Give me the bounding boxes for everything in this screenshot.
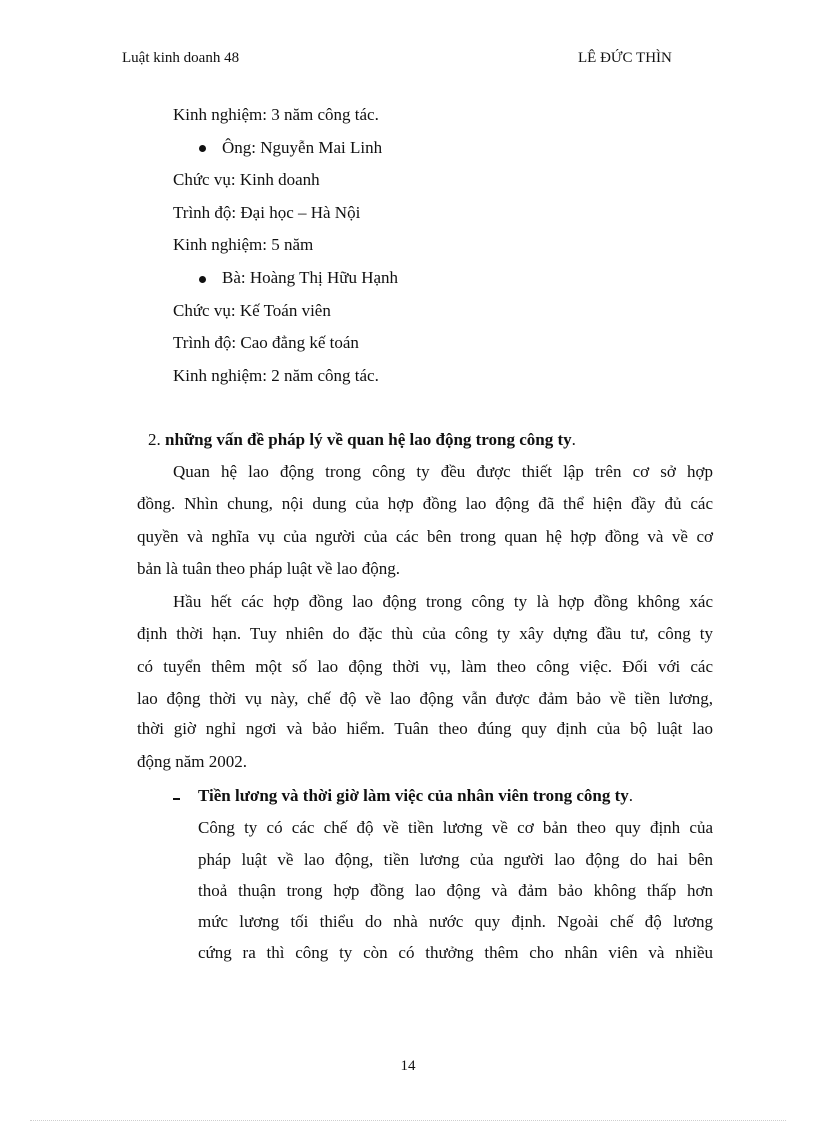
paragraph-line: định thời hạn. Tuy nhiên do đặc thù của công ty xây dựng đầu tư, công ty	[137, 624, 713, 643]
staff-line: Chức vụ: Kế Toán viên	[173, 301, 331, 320]
paragraph-line: Hầu hết các hợp đồng lao động trong công ty là hợp đồng không xác	[173, 592, 713, 611]
staff-line: Trình độ: Đại học – Hà Nội	[173, 203, 361, 222]
paragraph-line: Công ty có các chế độ về tiền lương về cơ bản theo quy định của	[198, 818, 713, 837]
paragraph-line: mức lương tối thiểu do nhà nước quy định. Ngoài chế độ lương	[198, 912, 713, 931]
subsection-title: Tiền lương và thời giờ làm việc của nhân viên trong công ty	[198, 786, 629, 805]
paragraph-line: lao động thời vụ này, chế độ về lao động vẫn được đảm bảo về tiền lương,	[137, 689, 713, 708]
section-number: 2.	[148, 430, 161, 449]
paragraph-line: Quan hệ lao động trong công ty đều được thiết lập trên cơ sở hợp	[173, 462, 713, 481]
paragraph-line: quyền và nghĩa vụ của người của các bên trong quan hệ hợp đồng và về cơ	[137, 527, 713, 546]
paragraph-line: động năm 2002.	[137, 752, 248, 771]
paragraph-line: cứng ra thì công ty còn có thưởng thêm cho nhân viên và nhiều	[198, 943, 713, 962]
header-course-title: Luật kinh doanh 48	[122, 50, 240, 66]
page-number: 14	[400, 1058, 416, 1074]
bullet-icon	[199, 276, 206, 283]
staff-line: Kinh nghiệm: 2 năm công tác.	[173, 366, 379, 385]
staff-line: Chức vụ: Kinh doanh	[173, 170, 320, 189]
paragraph-line: có tuyển thêm một số lao động thời vụ, làm theo công việc. Đối với các	[137, 657, 713, 676]
paragraph-line: đồng. Nhìn chung, nội dung của hợp đồng lao động đã thể hiện đầy đủ các	[137, 494, 713, 513]
staff-name: Bà: Hoàng Thị Hữu Hạnh	[222, 268, 399, 287]
bullet-icon	[199, 145, 206, 152]
staff-line: Kinh nghiệm: 3 năm công tác.	[173, 105, 379, 124]
page-bottom-divider	[30, 1120, 786, 1121]
header-author: LÊ ĐỨC THÌN	[578, 50, 672, 66]
paragraph-line: bản là tuân theo pháp luật về lao động.	[137, 559, 400, 578]
section-title: những vấn đề pháp lý về quan hệ lao động trong công ty	[165, 430, 572, 449]
staff-line: Kinh nghiệm: 5 năm	[173, 235, 314, 254]
dash-bullet-icon	[173, 798, 180, 800]
staff-line: Trình độ: Cao đẳng kế toán	[173, 333, 359, 352]
section-heading	[148, 430, 576, 450]
paragraph-line: thoả thuận trong hợp đồng lao động và đảm bảo không thấp hơn	[198, 881, 713, 900]
subsection-title-period: .	[628, 786, 633, 805]
paragraph-line: thời giờ nghỉ ngơi và bảo hiểm. Tuân theo đúng quy định của bộ luật lao	[137, 719, 713, 738]
section-title-period: .	[571, 430, 576, 449]
paragraph-line: pháp luật về lao động, tiền lương của người lao động do hai bên	[198, 850, 713, 869]
subsection-heading	[198, 786, 633, 806]
staff-name: Ông: Nguyễn Mai Linh	[222, 138, 383, 157]
